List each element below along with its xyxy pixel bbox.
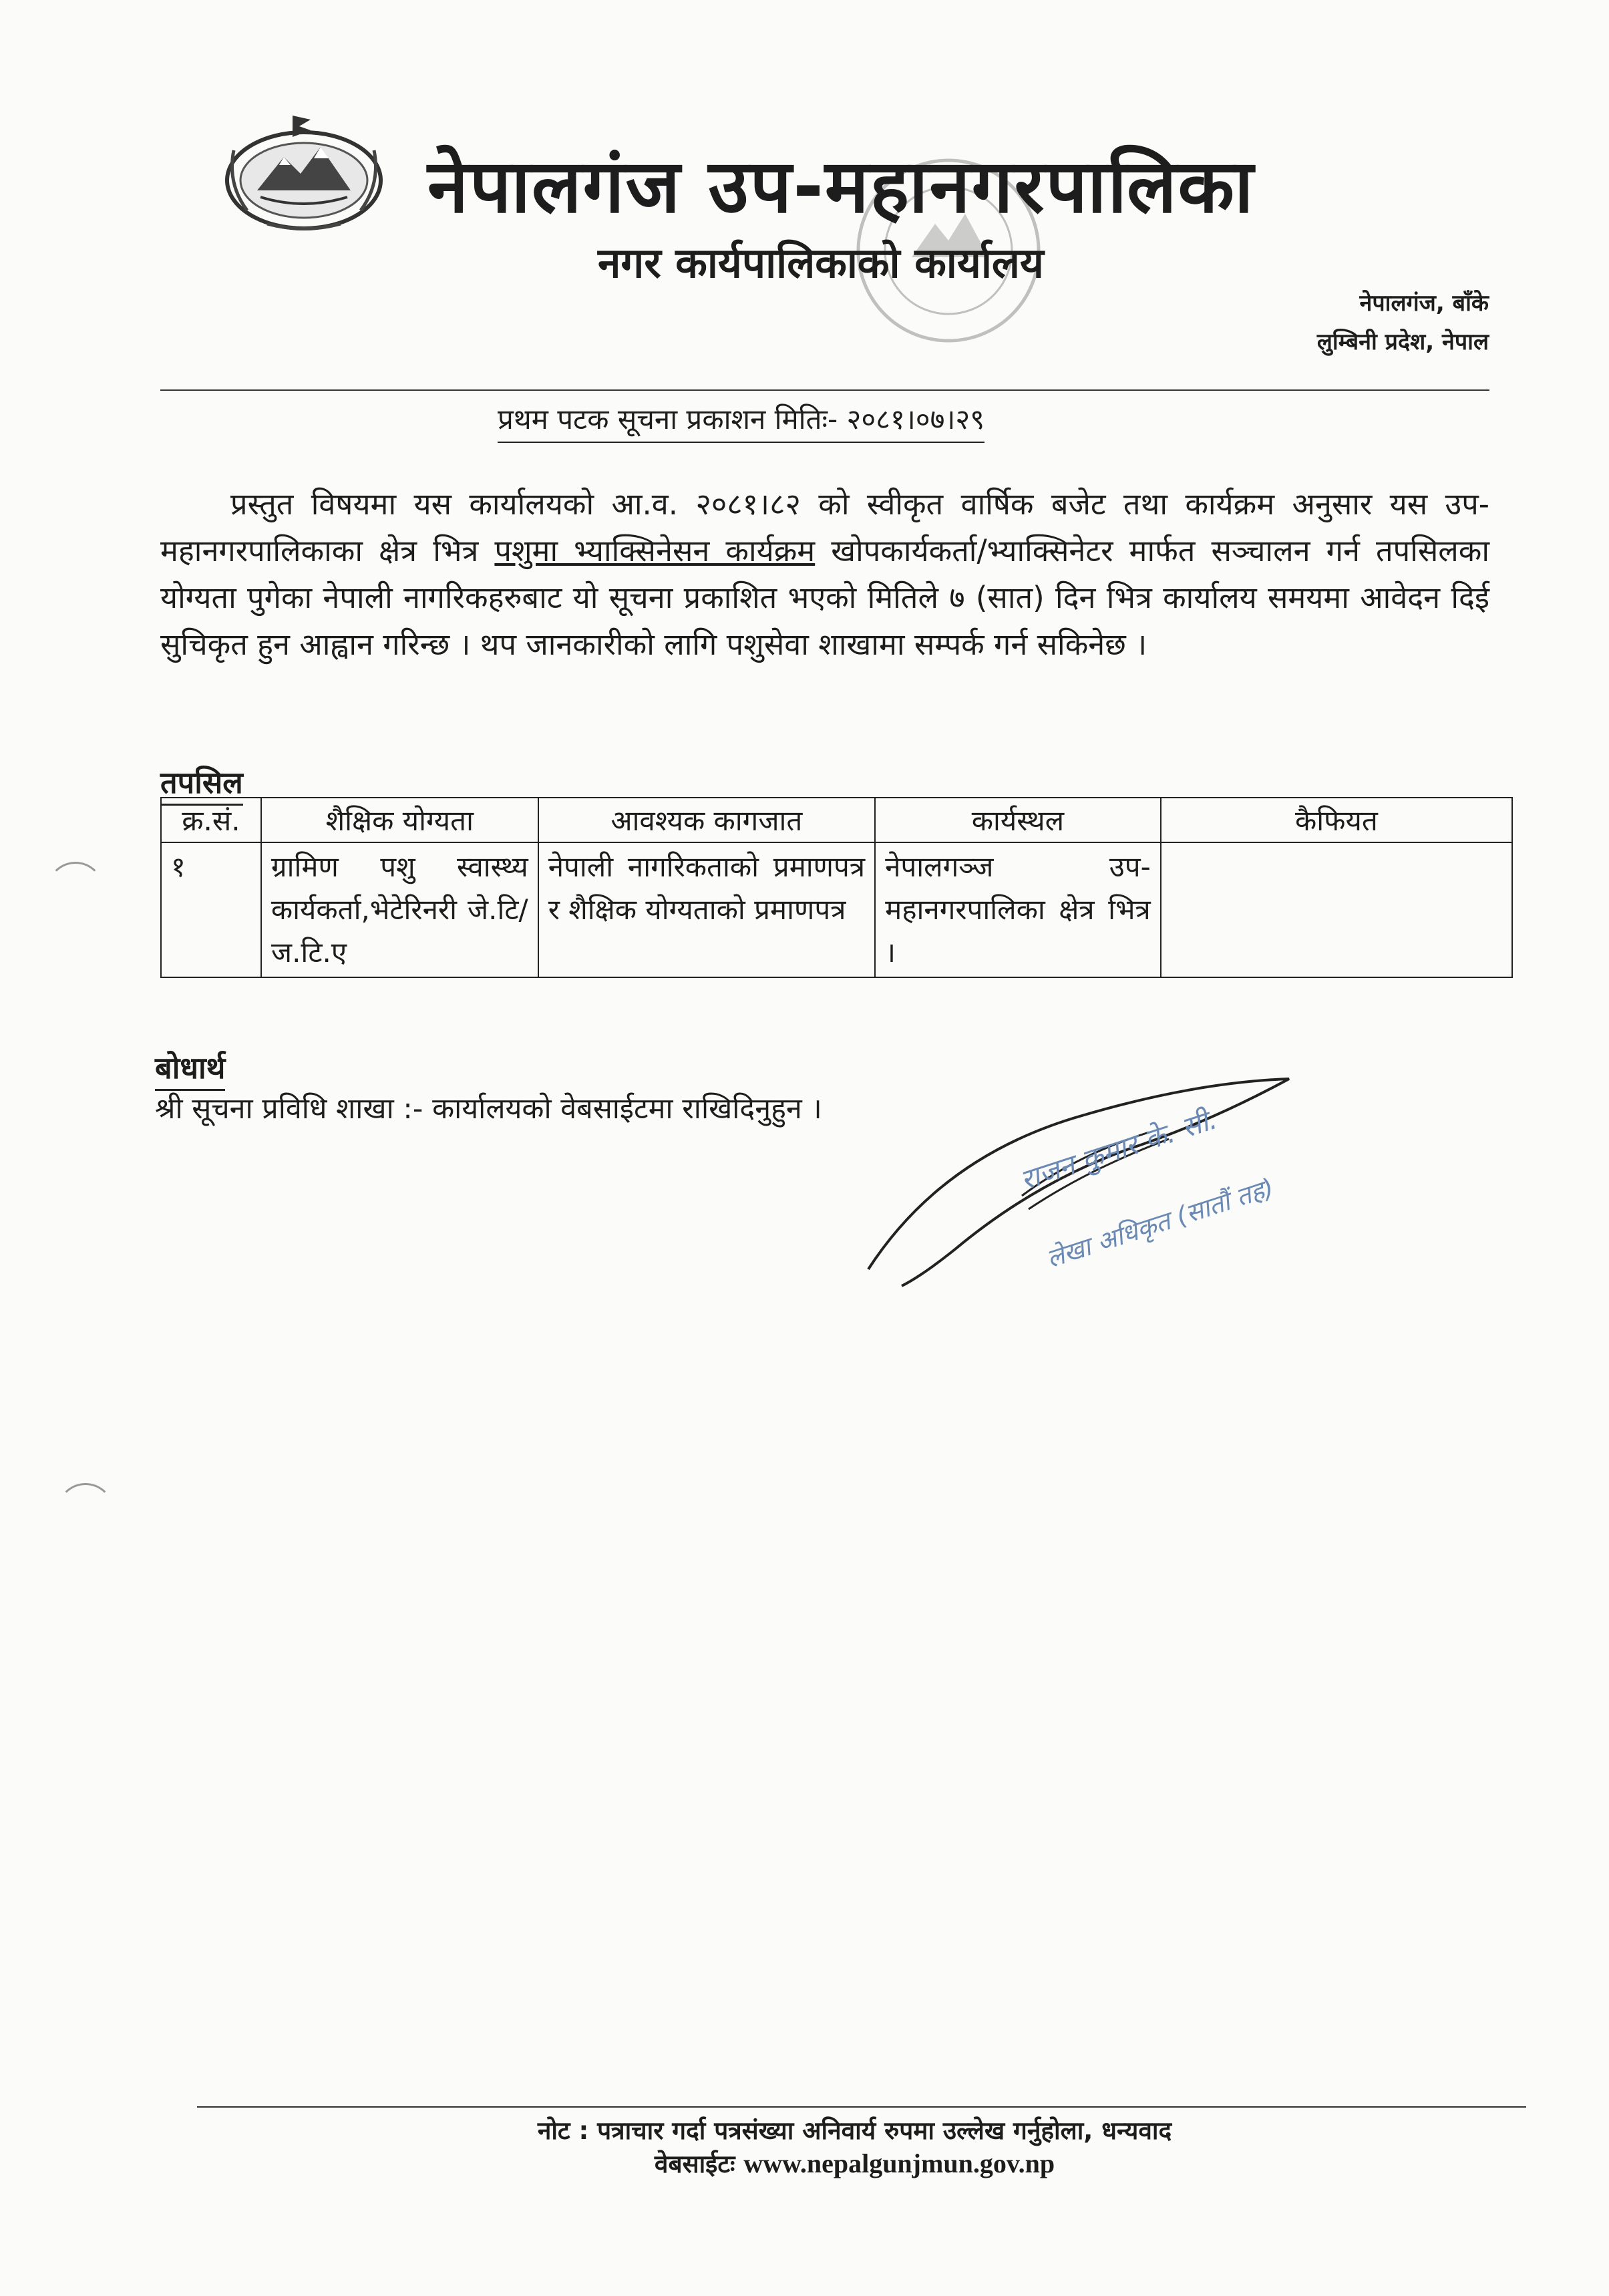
signatory-name: राजन कुमार के. सी. <box>1016 1102 1221 1197</box>
cc-heading: बोधार्थ <box>155 1047 225 1091</box>
cell-qualification: ग्रामिण पशु स्वास्थ्य कार्यकर्ता,भेटेरिनरी जे.टि/ज.टि.ए <box>261 842 538 977</box>
cell-serial-number: १ <box>161 842 261 977</box>
column-header: शैक्षिक योग्यता <box>261 798 538 842</box>
column-header: क्र.सं. <box>161 798 261 842</box>
punch-hole-mark <box>57 1483 114 1540</box>
footer-note: नोट : पत्राचार गर्दा पत्रसंख्या अनिवार्य रुपमा उल्लेख गर्नुहोला, धन्यवाद <box>537 2116 1172 2145</box>
address-line-2: लुम्बिनी प्रदेश, नेपाल <box>1316 329 1489 355</box>
column-header: कार्यस्थल <box>875 798 1161 842</box>
signatory-designation: लेखा अधिकृत (सातौं तह) <box>1043 1172 1278 1274</box>
notice-program-name: पशुमा भ्याक्सिनेसन कार्यक्रम <box>494 533 816 568</box>
office-address <box>1317 284 1489 361</box>
office-subtitle: नगर कार्यपालिकाको कार्यालय <box>598 238 1044 287</box>
cell-remarks <box>1161 842 1512 977</box>
website-link[interactable]: www.nepalgunjmun.gov.np <box>743 2148 1055 2178</box>
column-header: आवश्यक कागजात <box>538 798 875 842</box>
punch-hole-mark <box>47 862 104 919</box>
schedule-table <box>160 797 1513 978</box>
notice-body <box>160 481 1489 668</box>
footer-website <box>0 2146 1609 2180</box>
website-label: वेबसाईटः <box>654 2150 735 2178</box>
publication-date: प्रथम पटक सूचना प्रकाशन मितिः- २०८१।०७।२९ <box>498 399 985 443</box>
cell-workplace: नेपालगञ्ज उप-महानगरपालिका क्षेत्र भित्र । <box>875 842 1161 977</box>
schedule-heading: तपसिल <box>160 762 243 806</box>
table-row <box>161 842 1512 977</box>
notice-body-part2: खोपकार्यकर्ता/भ्याक्सिनेटर मार्फत सञ्चालन गर्न तपसिलका योग्यता पुगेका नेपाली नागरिकहरुबाट यो सूचना प्रकाशित भएको मितिले ७ (सात) दिन भित्र कार्यालय समयमा आवेदन दिई सुचिकृत हुन आह्वान गरिन्छ । थप जानकारीको लागि पशुसेवा शाखामा सम्पर्क गर्न सकिनेछ । <box>160 533 1489 662</box>
header-divider <box>160 389 1489 391</box>
nepal-emblem-icon <box>220 110 387 234</box>
table-header-row <box>161 798 1512 842</box>
notice-body-part1: प्रस्तुत विषयमा यस कार्यालयको आ.व. २०८१।८२ को स्वीकृत वार्षिक बजेट तथा कार्यक्रम अनुसार यस उप-महानगरपालिकाका क्षेत्र भित्र <box>160 486 1489 568</box>
footer-divider <box>197 2106 1526 2108</box>
cell-documents: नेपाली नागरिकताको प्रमाणपत्र र शैक्षिक योग्यताको प्रमाणपत्र <box>538 842 875 977</box>
column-header: कैफियत <box>1161 798 1512 842</box>
address-line-1: नेपालगंज, बाँके <box>1359 290 1489 317</box>
cc-recipient-line: श्री सूचना प्रविधि शाखा :- कार्यालयको वेबसाईटमा राखिदिनुहुन । <box>155 1092 822 1126</box>
municipality-title: नेपालगंज उप-महानगरपालिका <box>427 144 1255 229</box>
